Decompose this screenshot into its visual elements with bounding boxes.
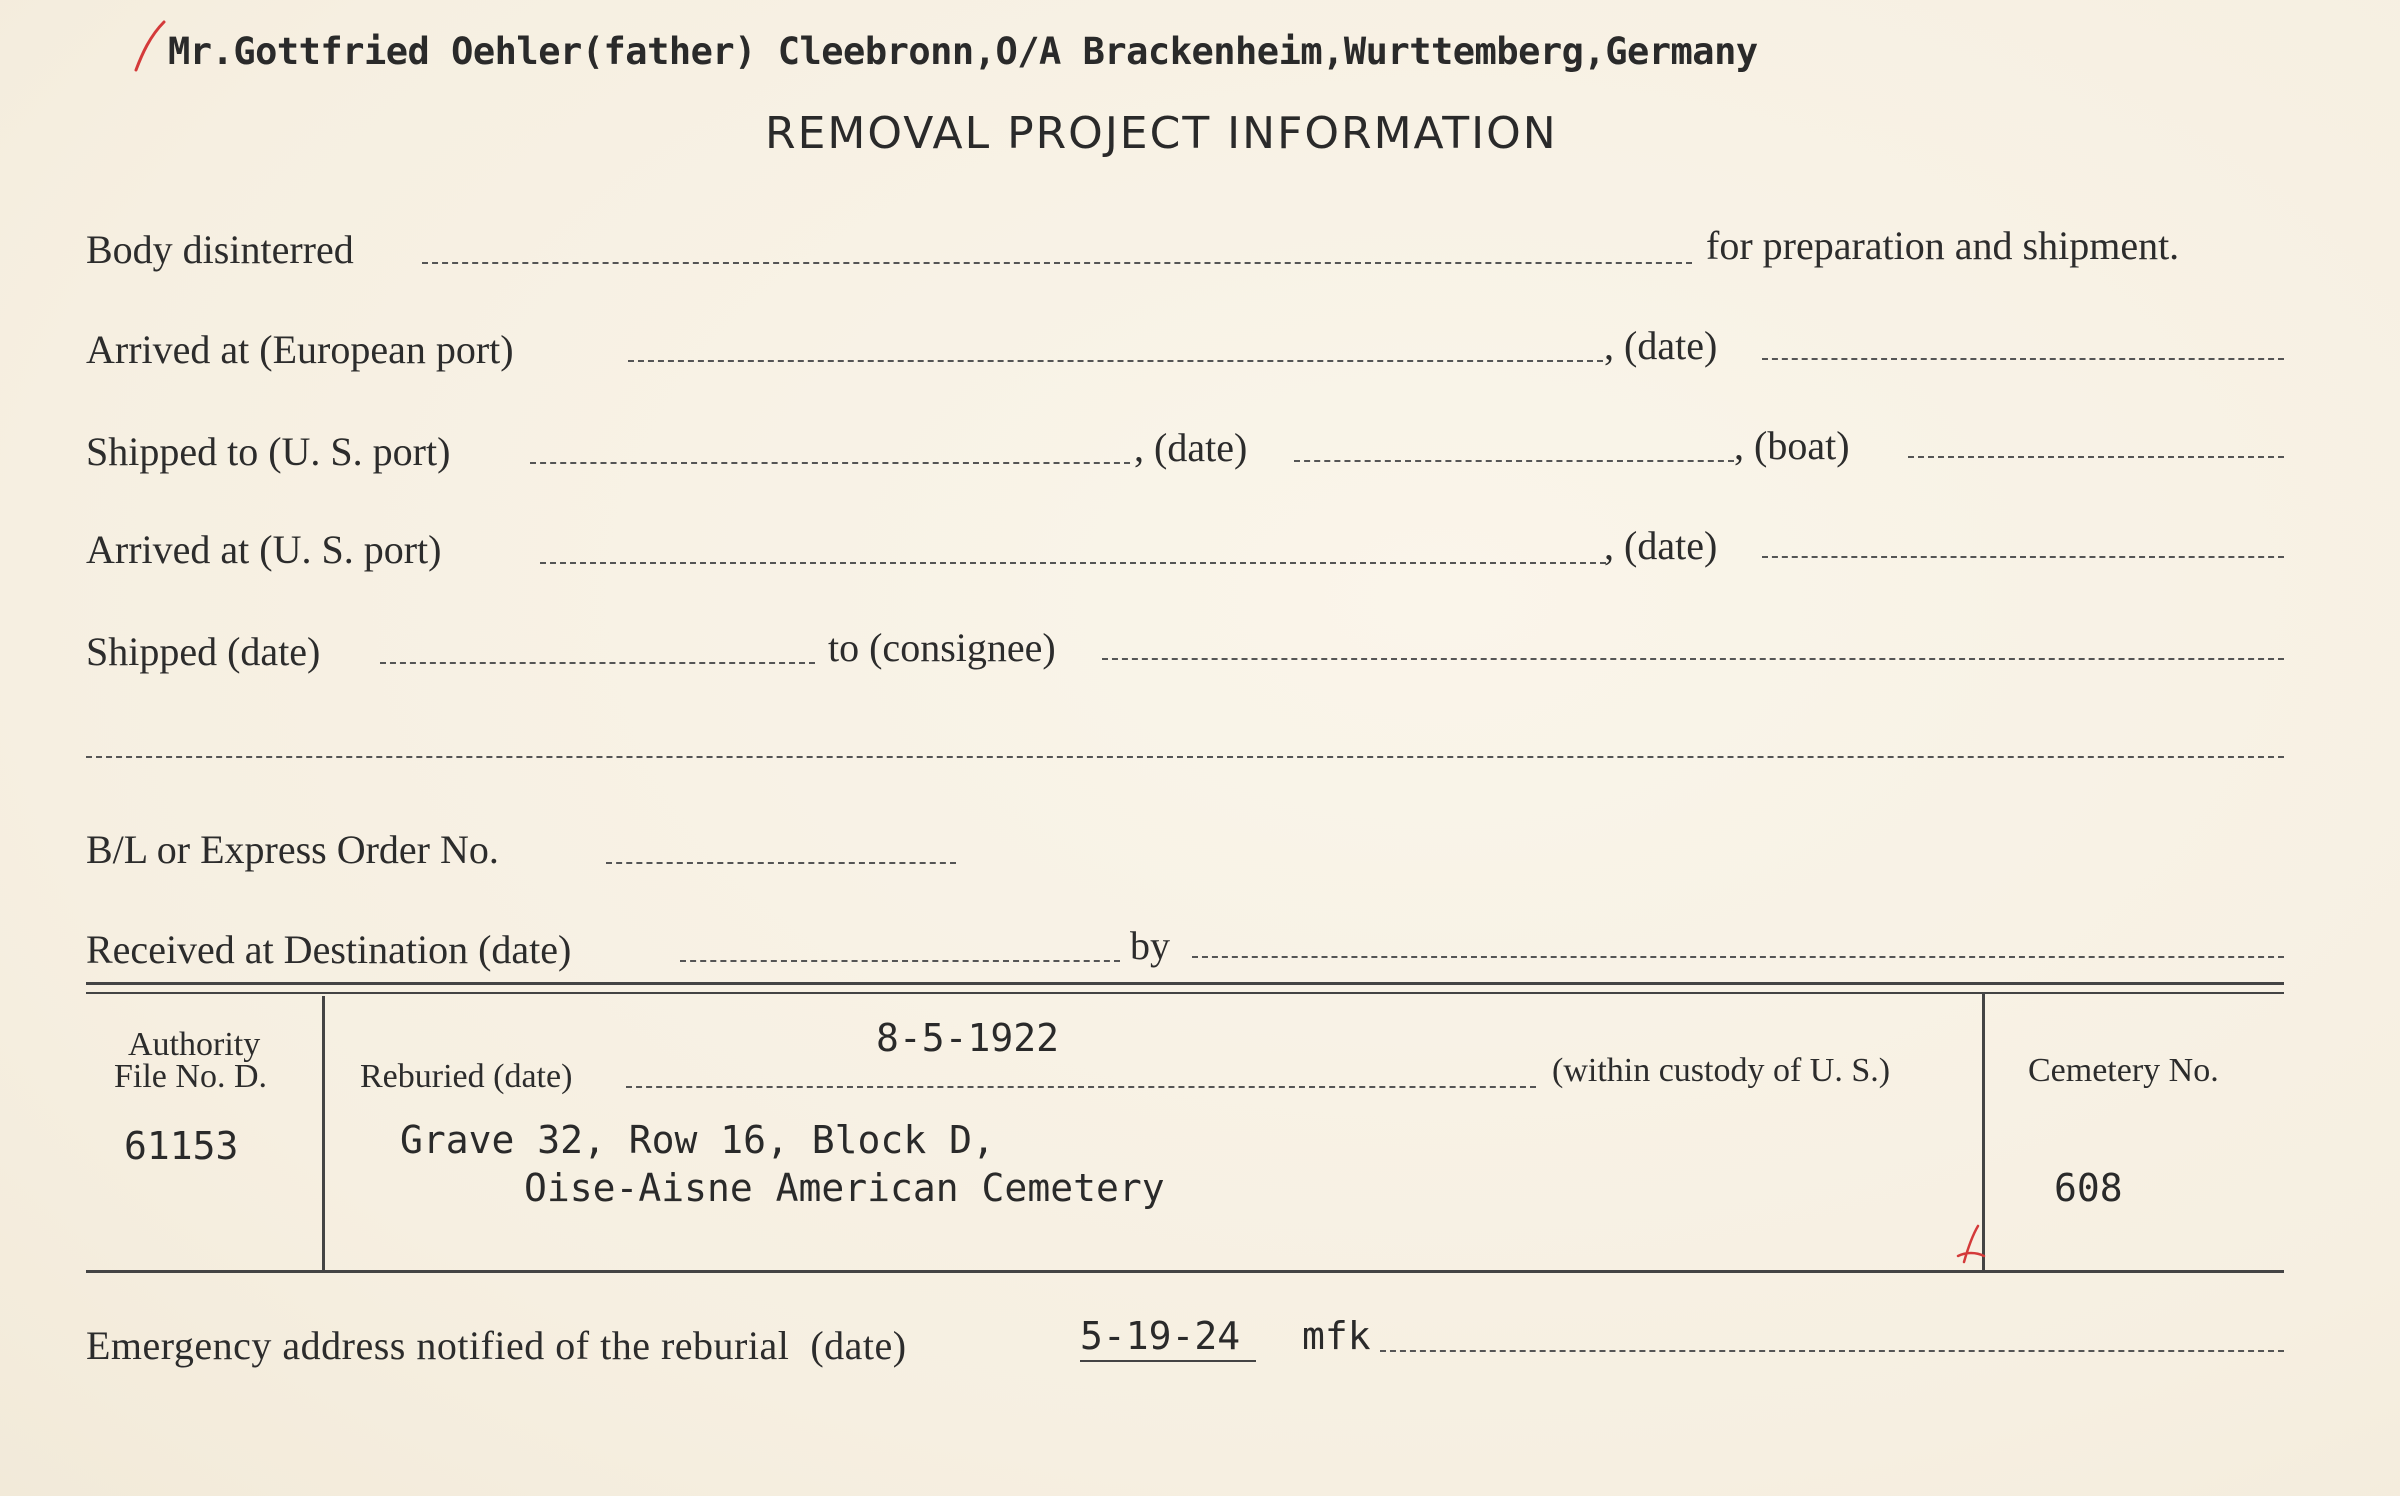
authority-label-line2: File No. D. [114, 1058, 267, 1095]
arrived-european-label: Arrived at (European port) [86, 327, 514, 372]
cemetery-number: 608 [2054, 1166, 2123, 1210]
form-title: REMOVAL PROJECT INFORMATION [765, 108, 1558, 159]
shipped-us-port-label: Shipped to (U. S. port) [86, 429, 451, 474]
body-disinterred-suffix: for preparation and shipment. [1706, 223, 2180, 268]
body-disinterred-label: Body disinterred [86, 227, 354, 272]
shipped-date-row-label: Shipped (date) [86, 629, 321, 674]
emergency-initials: mfk [1302, 1314, 1371, 1358]
shipped-date-row-line [380, 662, 815, 664]
authority-label-line1: Authority [128, 1026, 261, 1063]
table-top-rule-1 [86, 982, 2284, 985]
addressee-line: Mr.Gottfried Oehler(father) Cleebronn,O/A Brackenheim,Wurttemberg,Germany [168, 30, 1758, 73]
grave-location-line1: Grave 32, Row 16, Block D, [400, 1118, 995, 1162]
consignee-label: to (consignee) [828, 625, 1056, 670]
emergency-date-value: 5-19-24 [1080, 1314, 1241, 1358]
arrived-european-date-label: , (date) [1604, 323, 1718, 368]
authority-divider [322, 996, 325, 1272]
bl-order-label: B/L or Express Order No. [86, 827, 499, 872]
red-check-mark-icon [130, 18, 170, 78]
shipped-date-label: , (date) [1134, 425, 1248, 470]
arrived-us-date-line [1762, 556, 2284, 558]
consignee-continuation-line [86, 756, 2284, 758]
arrived-european-date-line [1762, 358, 2284, 360]
arrived-us-date-label: , (date) [1604, 523, 1718, 568]
cemetery-label: Cemetery No. [2028, 1052, 2219, 1089]
reburial-date-value: 8-5-1922 [876, 1016, 1060, 1060]
emergency-address-label: Emergency address notified of the reburial (date) [86, 1323, 907, 1368]
received-destination-line [680, 960, 1120, 962]
emergency-line [1380, 1350, 2284, 1352]
by-line [1192, 956, 2284, 958]
consignee-line [1102, 658, 2284, 660]
table-top-rule-2 [86, 992, 2284, 994]
table-bottom-rule [86, 1270, 2284, 1273]
emergency-date-underline [1080, 1360, 1256, 1362]
custody-label: (within custody of U. S.) [1552, 1052, 1891, 1089]
received-destination-label: Received at Destination (date) [86, 927, 572, 972]
body-disinterred-line [422, 262, 1692, 264]
red-initial-mark-icon [1950, 1222, 1990, 1270]
boat-line [1908, 456, 2284, 458]
by-label: by [1130, 923, 1170, 968]
reburied-label: Reburied (date) [360, 1058, 573, 1095]
arrived-european-line [628, 360, 1603, 362]
shipped-us-port-line [530, 462, 1130, 464]
reburied-line [626, 1086, 1536, 1088]
grave-location-line2: Oise-Aisne American Cemetery [524, 1166, 1165, 1210]
authority-file-number: 61153 [124, 1124, 239, 1168]
boat-label: , (boat) [1734, 423, 1850, 468]
bl-order-line [606, 862, 956, 864]
arrived-us-port-label: Arrived at (U. S. port) [86, 527, 442, 572]
shipped-date-line [1294, 460, 1734, 462]
arrived-us-port-line [540, 562, 1606, 564]
